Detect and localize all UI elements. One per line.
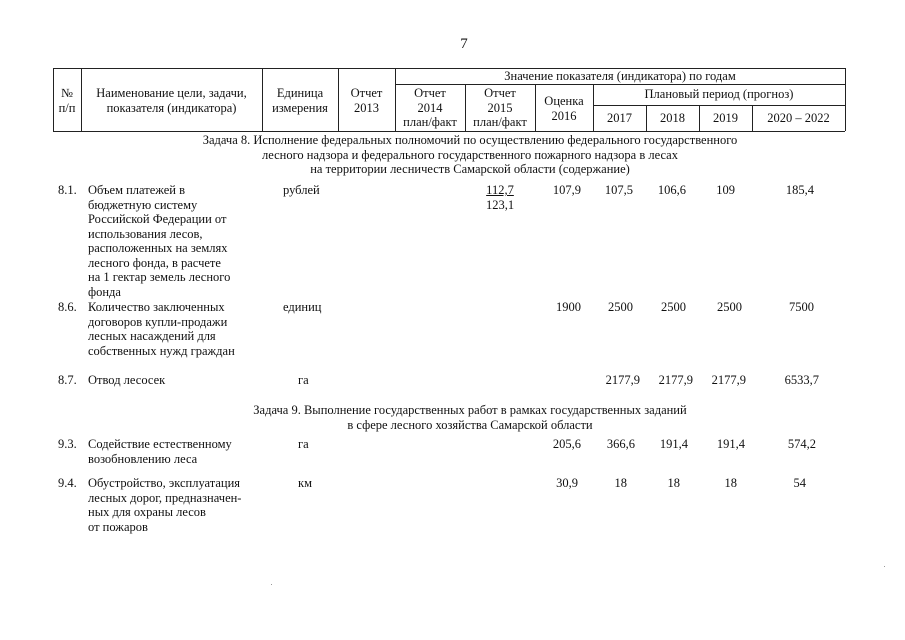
row-2020: 54 [793,476,806,490]
scan-speck [884,566,885,567]
row-2019: 109 [716,183,735,197]
row-2019: 18 [724,476,737,490]
col-header-2019: 2019 [713,111,738,125]
row-unit: км [298,476,312,490]
col-header-name: Наименование цели, задачи, показателя (индикатора) [96,86,247,115]
row-unit: га [298,437,309,451]
row-num: 8.1. [58,183,77,197]
row-2018: 18 [667,476,680,490]
row-2017: 18 [614,476,627,490]
scan-speck [271,584,272,585]
row-2018: 106,6 [657,183,686,197]
row-unit: га [298,373,309,387]
row-2018: 2177,9 [658,373,693,387]
row-2018: 2500 [661,300,686,314]
row-2017: 366,6 [606,437,635,451]
page-number: 7 [460,36,468,52]
row-2020: 7500 [789,300,814,314]
row-name: Количество заключенных договоров купли-продажи лесных насаждений для собственных нужд граждан [88,300,235,358]
row-2020: 574,2 [787,437,816,451]
col-header-2014: Отчет 2014 план/факт [403,86,457,129]
row-num: 9.4. [58,476,77,490]
row-name: Отвод лесосек [88,373,166,387]
row-2016: 1900 [556,300,581,314]
row-2018: 191,4 [659,437,688,451]
row-name: Содействие естественному возобновлению леса [88,437,232,466]
col-header-2015: Отчет 2015 план/факт [473,86,527,129]
row-num: 8.6. [58,300,77,314]
col-header-2016: Оценка 2016 [544,94,584,123]
col-header-2020-2022: 2020 – 2022 [767,111,830,125]
row-2020: 6533,7 [784,373,819,387]
row-name: Объем платежей в бюджетную систему Российской Федерации от использования лесов, расположенных на землях лесного фонда, в расчете на 1 гектар земель лесного фонда [88,183,231,299]
task-9-heading: Задача 9. Выполнение государственных работ в рамках государственных заданий в сфере лесного хозяйства Самарской области [253,403,687,432]
row-unit: единиц [283,300,322,314]
col-header-planned: Плановый период (прогноз) [644,87,794,101]
row-2020: 185,4 [785,183,814,197]
row-name: Обустройство, эксплуатация лесных дорог, предназначен- ных для охраны лесов от пожаров [88,476,242,534]
col-header-2017: 2017 [607,111,632,125]
col-header-2018: 2018 [660,111,685,125]
row-num: 9.3. [58,437,77,451]
col-header-num: № п/п [58,86,76,115]
row-2017: 107,5 [604,183,633,197]
row-2017: 2177,9 [605,373,640,387]
row-num: 8.7. [58,373,77,387]
row-2015: 112,7 123,1 [485,183,515,212]
col-header-value-group: Значение показателя (индикатора) по годам [504,69,736,83]
row-unit: рублей [283,183,320,197]
row-2017: 2500 [608,300,633,314]
row-2016: 205,6 [552,437,581,451]
col-header-unit: Единица измерения [272,86,328,115]
row-2019: 2500 [717,300,742,314]
row-2019: 2177,9 [711,373,746,387]
col-header-2013: Отчет 2013 [350,86,383,115]
row-2019: 191,4 [716,437,745,451]
row-2016: 107,9 [552,183,581,197]
row-2016: 30,9 [556,476,578,490]
task-8-heading: Задача 8. Исполнение федеральных полномочий по осуществлению федерального государственного лесного надзора и федерального государственного пожарного надзора в лесах на территории лесничеств Самарской области (содержание) [202,133,738,176]
